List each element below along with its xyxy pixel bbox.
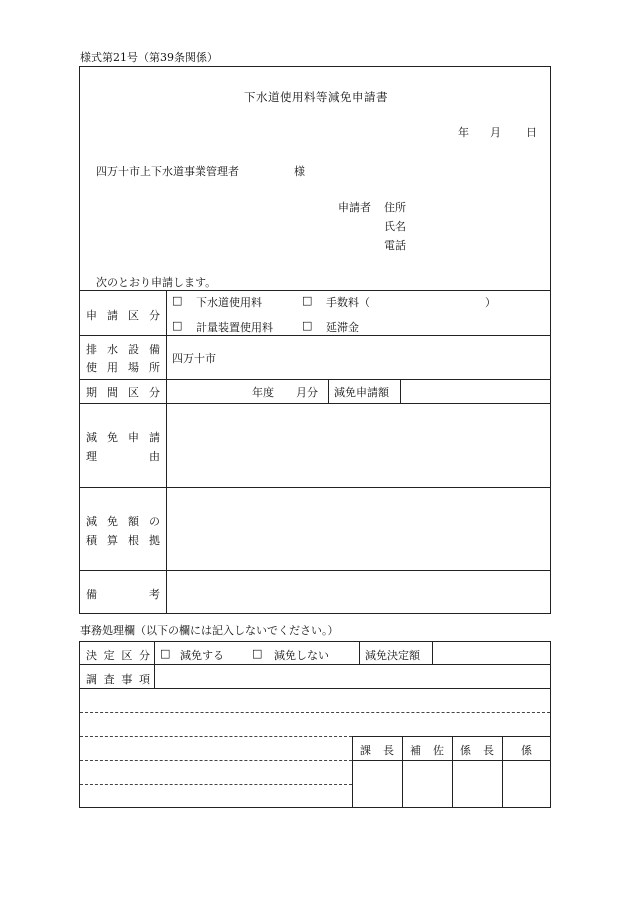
applicant-phone-label: 電話 <box>384 239 406 252</box>
row-divider <box>80 487 550 488</box>
period-label: 期 間 区 分 <box>86 386 160 399</box>
stamp-section-chief: 課 長 <box>360 744 394 757</box>
option-meter-fee: 計量装置使用料 <box>196 321 273 334</box>
option-fee: 手数料（ <box>326 296 370 309</box>
form-title: 下水道使用料等減免申請書 <box>244 90 388 104</box>
row-divider <box>80 379 550 380</box>
row-divider <box>80 403 550 404</box>
stamp-grid-line <box>402 736 403 807</box>
decision-approve: 減免する <box>180 649 224 662</box>
category-label: 申 請 区 分 <box>86 309 160 322</box>
form-number: 様式第21号（第39条関係） <box>80 51 218 64</box>
cell-divider <box>432 642 433 664</box>
option-sewer-fee: 下水道使用料 <box>196 296 262 309</box>
intro-text: 次のとおり申請します。 <box>96 276 217 289</box>
stamp-staff: 係 <box>521 744 532 757</box>
reason-label-line2: 理 由 <box>86 450 160 463</box>
cell-divider <box>359 642 360 664</box>
decided-amount-label: 減免決定額 <box>365 649 420 662</box>
decision-checkbox[interactable]: □ <box>252 647 263 660</box>
stamp-deputy: 補 佐 <box>410 744 444 757</box>
stamp-grid-line <box>352 736 550 737</box>
location-label-line2: 使 用 場 所 <box>86 361 160 374</box>
addressee-name: 四万十市上下水道事業管理者 <box>96 165 239 178</box>
date-month-label: 月 <box>490 126 501 139</box>
fee-close-paren: ） <box>485 296 496 309</box>
row-divider <box>80 688 550 689</box>
survey-label: 調 査 事 項 <box>86 673 150 686</box>
row-divider <box>80 664 550 665</box>
label-column-divider <box>166 290 167 613</box>
basis-label-line2: 積 算 根 拠 <box>86 534 160 547</box>
cell-divider <box>154 664 155 688</box>
survey-writing-line <box>80 784 352 785</box>
reason-label-line1: 減 免 申 請 <box>86 431 160 444</box>
location-label-line1: 排 水 設 備 <box>86 343 160 356</box>
option-checkbox[interactable]: □ <box>302 319 313 332</box>
date-year-label: 年 <box>458 126 469 139</box>
application-form <box>79 66 551 614</box>
survey-writing-line <box>80 736 352 737</box>
applicant-name-label: 氏名 <box>384 220 406 233</box>
stamp-grid-line <box>452 736 453 807</box>
row-divider <box>80 290 550 291</box>
period-month-label: 月分 <box>296 386 318 399</box>
office-heading: 事務処理欄（以下の欄には記入しないでください。） <box>80 624 339 637</box>
remarks-label: 備 考 <box>86 588 160 601</box>
office-use-section <box>79 641 551 808</box>
stamp-unit-chief: 係 長 <box>460 744 494 757</box>
basis-label-line1: 減 免 額 の <box>86 515 160 528</box>
cell-divider <box>328 379 329 403</box>
applicant-label: 申請者 <box>338 201 371 214</box>
row-divider <box>80 335 550 336</box>
cell-divider <box>400 379 401 403</box>
date-day-label: 日 <box>526 126 537 139</box>
row-divider <box>80 570 550 571</box>
option-checkbox[interactable]: □ <box>172 294 183 307</box>
applicant-address-label: 住所 <box>384 201 406 214</box>
requested-amount-label: 減免申請額 <box>334 386 389 399</box>
stamp-grid-line <box>352 736 353 807</box>
addressee-honorific: 様 <box>294 165 305 178</box>
stamp-grid-line <box>502 736 503 807</box>
decision-checkbox[interactable]: □ <box>160 647 171 660</box>
option-checkbox[interactable]: □ <box>172 319 183 332</box>
option-late-charge: 延滞金 <box>326 321 359 334</box>
survey-writing-line <box>80 760 352 761</box>
cell-divider <box>154 642 155 664</box>
decision-label: 決 定 区 分 <box>86 649 150 662</box>
location-value: 四万十市 <box>172 352 216 365</box>
period-year-label: 年度 <box>252 386 274 399</box>
stamp-grid-line <box>352 760 550 761</box>
option-checkbox[interactable]: □ <box>302 294 313 307</box>
decision-reject: 減免しない <box>274 649 329 662</box>
survey-writing-line <box>80 712 550 713</box>
